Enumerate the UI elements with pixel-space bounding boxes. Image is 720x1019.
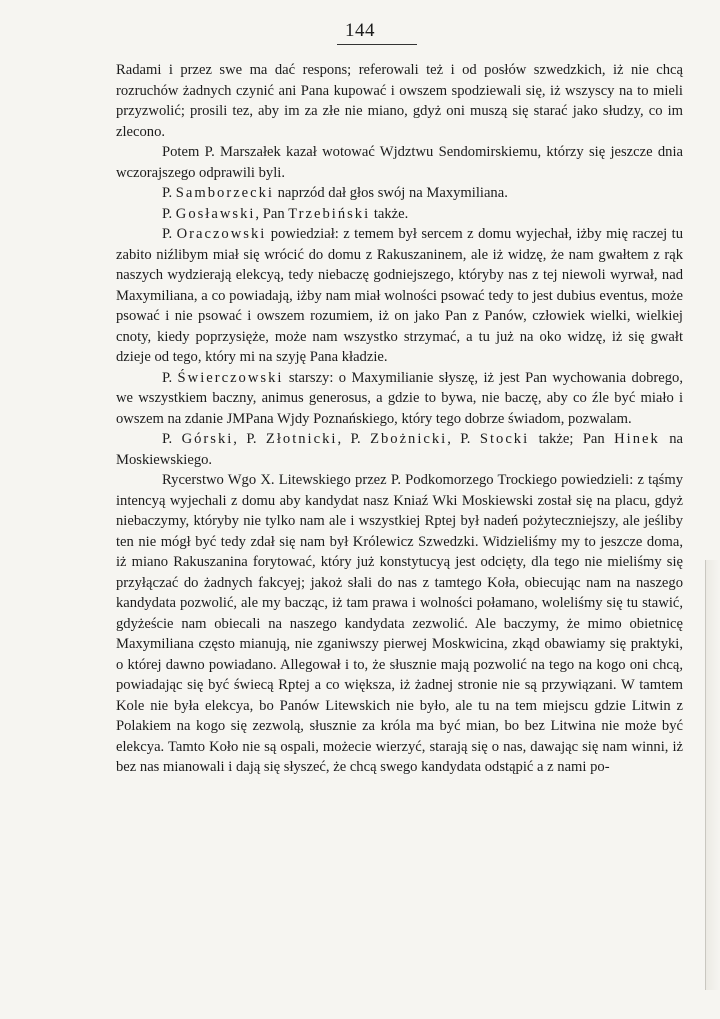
paragraph [116, 204, 683, 225]
speaker-name: Świerczowski [177, 369, 284, 386]
paragraph-text: Radami i przez swe ma dać respons; referowali też i od posłów szwedzkich, iż nie chcą rozruchów żadnych czynić ani Pana kupować i owszem spodziewali się, iż wszyscy na to mieli przyzwolić; prosili tez, aby im za złe nie miano, gdyż oni muszą się starać jako słudzy, co im zlecono. [116, 62, 683, 140]
paragraph [116, 142, 683, 183]
paragraph-text: Potem P. Marszałek kazał wotować Wjdztwu Sendomirskiemu, którzy się jeszcze dnia wczorajszego odprawili byli. [116, 144, 683, 181]
speaker-name: Stocki [479, 431, 530, 447]
paragraph-text: także. [370, 205, 409, 222]
speaker-name: Gosławski [175, 205, 256, 222]
speaker-name: Górski [181, 431, 234, 447]
speaker-name: Oraczowski [176, 226, 267, 242]
paragraph-text: P. [162, 369, 178, 386]
paragraph-text: , P. [337, 431, 371, 447]
paragraph-text: naprzód dał głos swój na Maxymiliana. [273, 185, 508, 201]
speaker-name: Hinek [614, 431, 660, 447]
paragraph-text: starszy: o Maxymilianie słyszę, iż jest Pan wychowania dobrego, we wszystkiem baczny, animus generosus, a gdzie to bywa, nie baczę, aby co źle być miało i owszem na zdanie JMPana Wjdy Poznańskiego, który tego dobrze świadom, pozwalam. [116, 369, 683, 427]
speaker-name: Zbożnicki [370, 431, 448, 447]
paragraph-text: , P. [233, 431, 266, 447]
paragraph [116, 368, 683, 430]
page-number: 144 [345, 20, 375, 41]
paragraph-text: także; Pan [529, 431, 615, 447]
paragraph [116, 183, 683, 204]
paragraph-text: powiedział: z temem był sercem z domu wyjechał, iżby mię raczej tu zabito niźlibym miał się wrócić do domu z Rakuszaninem, ale iż widzę, że nam gwałtem z rąk naszych wydzierają elekcyą, tedy niebaczę godniejszego, któryby nas z tej niewoli wyrwał, nad Maxymiliana, a co powiadają, iżby nam miał wolności psować tedy to jest dubius eventus, może psować i nie psować i owszem rozumiem, iż on jako Pan z Panów, człowiek wielki, wielkiej cnoty, kiedy poprzysięże, może nam wszystko strzymać, a tu już na oko widzę, iż się gwałt dzieje od tego, który mi na szyję Pana kładzie. [116, 226, 684, 365]
paragraph [116, 429, 683, 470]
paragraph-text: P. [162, 185, 176, 201]
speaker-name: Trzebiński [288, 205, 371, 222]
paragraph-text: na Moskiewskiego. [116, 431, 683, 468]
paragraph-text: P. [162, 226, 177, 242]
paragraph-text: P. [162, 205, 176, 222]
paragraph [116, 60, 683, 142]
page-number-rule [337, 44, 417, 45]
paragraph [116, 470, 683, 778]
paragraph-text: , P. [447, 431, 480, 447]
speaker-name: Złotnicki [265, 431, 338, 447]
scan-edge-shadow [705, 560, 720, 990]
paragraph [116, 224, 683, 368]
paragraph-text: , Pan [255, 205, 289, 222]
paragraph-text: Rycerstwo Wgo X. Litewskiego przez P. Podkomorzego Trockiego powiedzieli: z tąśmy intencyą wyjechali z domu aby kandydat nasz Kniaź Wki Moskiewski został się na placu, gdyż niebaczymy, któryby nie tylko nam ale i wszystkiej Rptej był nadeń pożyteczniejszy, ale jeśliby ten nie mógł być tedy zdał się nam był Królewicz Szwedzki. Widzieliśmy my to jeszcze doma, iż miano Rakuszanina forytować, który już konstytucyą jest odcięty, dla tego nie mieliśmy się przyłączać do żadnych fakcyej; jakoż słali do nas z tamtego Koła, obiecując nam na naszego kandydata pozwolić, ale my bacząc, iż tam prawa i wolności połamano, woleliśmy się tu stawić, gdyżeście nam obiecali na naszego kandydata zezwolić. Ale baczymy, że mimo obietnicę Maxymiliana często mianują, nie zganiwszy pierwej Moskwicina, zkąd obawiamy się praktyki, o której dawno powiadano. Allegował i to, że słusznie mają pozwolić na tego na kogo oni chcą, powiadając się być świecą Rptej a co większa, iż żadnej stronie nie są przywiązani. W tamtem Kole nie była elekcya, bo Panów Litewskich nie było, ale tu na tem miejscu gdzie Litwin z Polakiem na kogo się zezwolą, słusznie za króla ma być mian, bo bez Litwina nie może być elekcya. Tamto Koło nie są ospali, możecie wierzyć, starają się o nas, dawając się nam winni, iż bez nas mianowali i dają się słyszeć, że chcą swego kandydata odstąpić a z nami po- [116, 472, 683, 775]
body-text [116, 60, 683, 778]
speaker-name: Samborzecki [175, 185, 274, 201]
paragraph-text: P. [162, 431, 182, 447]
